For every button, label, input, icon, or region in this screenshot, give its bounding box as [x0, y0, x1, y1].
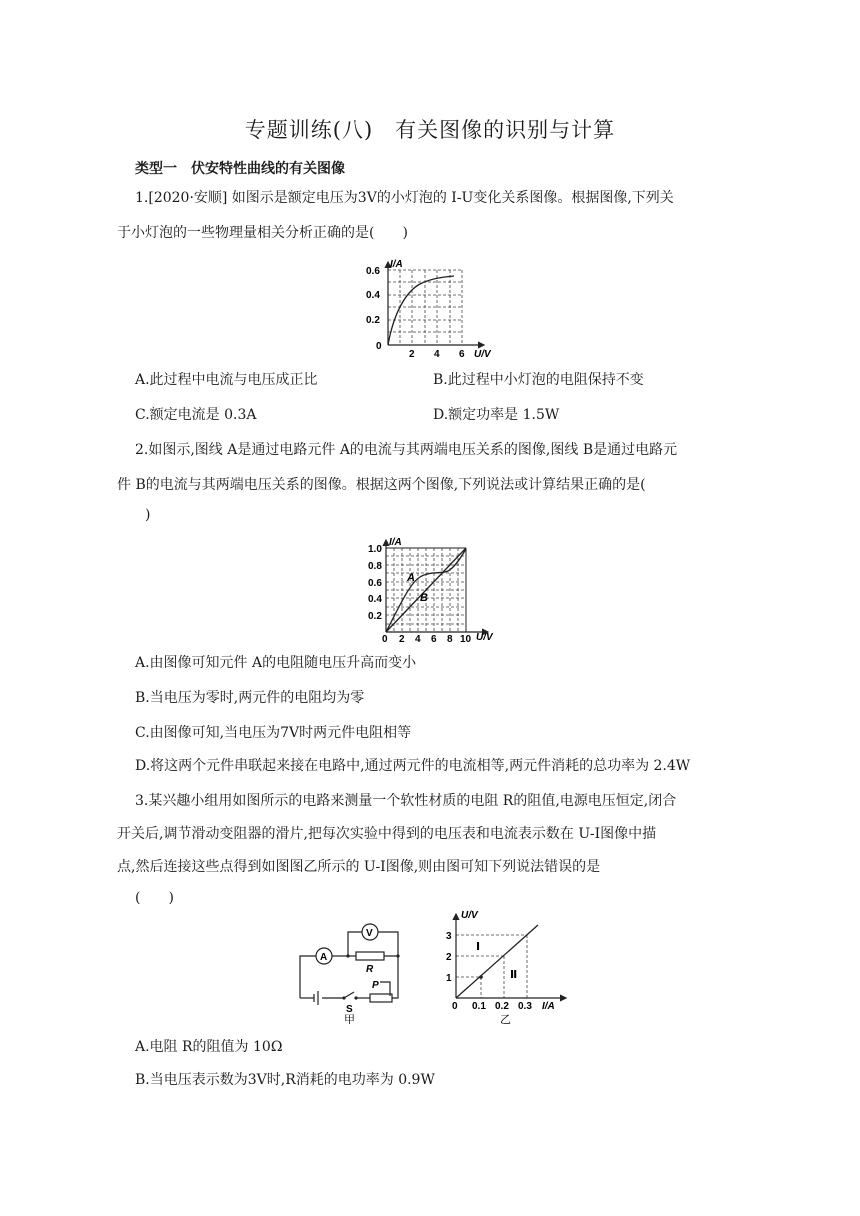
q2-x-axis-label: U/V: [476, 632, 493, 643]
page-title: 专题训练(八) 有关图像的识别与计算: [244, 118, 616, 142]
q2-x-tick: 4: [415, 634, 421, 645]
q3-line4: ( ): [135, 890, 174, 906]
slider-label: P: [372, 980, 379, 991]
q1-x-tick: 2: [409, 349, 415, 360]
q1-y-tick: 0.6: [366, 266, 380, 277]
q1-y-tick: 0.4: [366, 290, 380, 301]
q2-y-tick: 1.0: [368, 544, 382, 555]
rheostat-symbol: [370, 994, 392, 1002]
q2-y-tick: 0.6: [368, 578, 382, 589]
section-heading: 类型一 伏安特性曲线的有关图像: [135, 161, 345, 177]
q1-iu-graph: [352, 256, 502, 360]
q2-option-a: A.由图像可知元件 A的电阻随电压升高而变小: [135, 655, 417, 671]
q2-option-b: B.当电压为零时,两元件的电阻均为零: [135, 690, 365, 706]
curve-a-label: A: [407, 572, 415, 584]
curve-b-label: B: [420, 592, 428, 604]
q1-option-a: A.此过程中电流与电压成正比: [135, 372, 318, 388]
q2-y-tick: 0.8: [368, 561, 382, 572]
q1-line1: 1.[2020·安顺] 如图示是额定电压为3V的小灯泡的 I-U变化关系图像。根据图像,下列关: [135, 190, 674, 206]
q3-line3: 点,然后连接这些点得到如图图乙所示的 U-I图像,则由图可知下列说法错误的是: [117, 859, 601, 875]
q2-y-axis-label: I/A: [389, 537, 402, 548]
q2-line3: ): [145, 507, 151, 523]
q3-line2: 开关后,调节滑动变阻器的滑片,把每次实验中得到的电压表和电流表示数在 U-I图像中描: [117, 826, 657, 842]
q2-y-tick: 0.2: [368, 611, 382, 622]
q2-x-tick: 6: [431, 634, 437, 645]
q3-ui-graph: [442, 908, 572, 1024]
q3-origin: 0: [452, 1001, 458, 1012]
q1-option-b: B.此过程中小灯泡的电阻保持不变: [433, 372, 644, 388]
q2-x-tick: 8: [447, 634, 453, 645]
q3-x-tick: 0.2: [495, 1001, 509, 1012]
q2-option-d: D.将这两个元件串联起来接在电路中,通过两元件的电流相等,两元件消耗的总功率为 2.4W: [135, 758, 691, 774]
q2-line1: 2.如图示,图线 A是通过电路元件 A的电流与其两端电压关系的图像,图线 B是通过电路元: [135, 442, 678, 458]
switch-label: S: [346, 1004, 353, 1015]
circuit-caption: 甲: [344, 1014, 355, 1024]
resistor-label: R: [366, 964, 374, 975]
q3-y-tick: 3: [446, 931, 452, 942]
graph-caption: 乙: [500, 1014, 511, 1024]
q2-x-tick: 10: [460, 634, 472, 645]
q2-y-tick: 0.4: [368, 594, 382, 605]
q1-x-tick: 6: [459, 349, 465, 360]
q1-option-d: D.额定功率是 1.5W: [433, 407, 560, 423]
voltmeter-label: V: [366, 928, 373, 939]
q1-y-tick: 0.2: [366, 315, 380, 326]
q1-option-c: C.额定电流是 0.3A: [135, 407, 257, 423]
region-1-label: Ⅰ: [476, 941, 481, 953]
q3-y-tick: 1: [446, 973, 452, 984]
q3-x-axis-label: I/A: [542, 1001, 555, 1012]
q1-line2: 于小灯泡的一些物理量相关分析正确的是( ): [117, 225, 408, 241]
resistor-symbol: [356, 952, 384, 960]
q3-y-axis-label: U/V: [461, 910, 478, 921]
ammeter-label: A: [320, 952, 328, 963]
q3-circuit-diagram: [290, 920, 410, 1024]
q2-option-c: C.由图像可知,当电压为7V时两元件电阻相等: [135, 725, 412, 741]
q2-line2: 件 B的电流与其两端电压关系的图像。根据这两个图像,下列说法或计算结果正确的是(: [117, 477, 646, 493]
q3-y-tick: 2: [446, 952, 452, 963]
q1-x-tick: 4: [434, 349, 440, 360]
q2-iu-graph: [362, 535, 512, 645]
q3-x-tick: 0.1: [472, 1001, 486, 1012]
q3-line1: 3.某兴趣小组用如图所示的电路来测量一个软性材质的电阻 R的阻值,电源电压恒定,闭合: [135, 793, 677, 809]
q1-origin: 0: [376, 341, 382, 352]
q2-origin: 0: [382, 634, 388, 645]
q3-x-tick: 0.3: [518, 1001, 532, 1012]
q1-y-axis-label: I/A: [390, 259, 403, 270]
q3-option-a: A.电阻 R的阻值为 10Ω: [135, 1039, 283, 1055]
q2-x-tick: 2: [399, 634, 405, 645]
q3-option-b: B.当电压表示数为3V时,R消耗的电功率为 0.9W: [135, 1072, 435, 1088]
region-2-label: Ⅱ: [510, 969, 518, 981]
q1-x-axis-label: U/V: [474, 349, 491, 360]
